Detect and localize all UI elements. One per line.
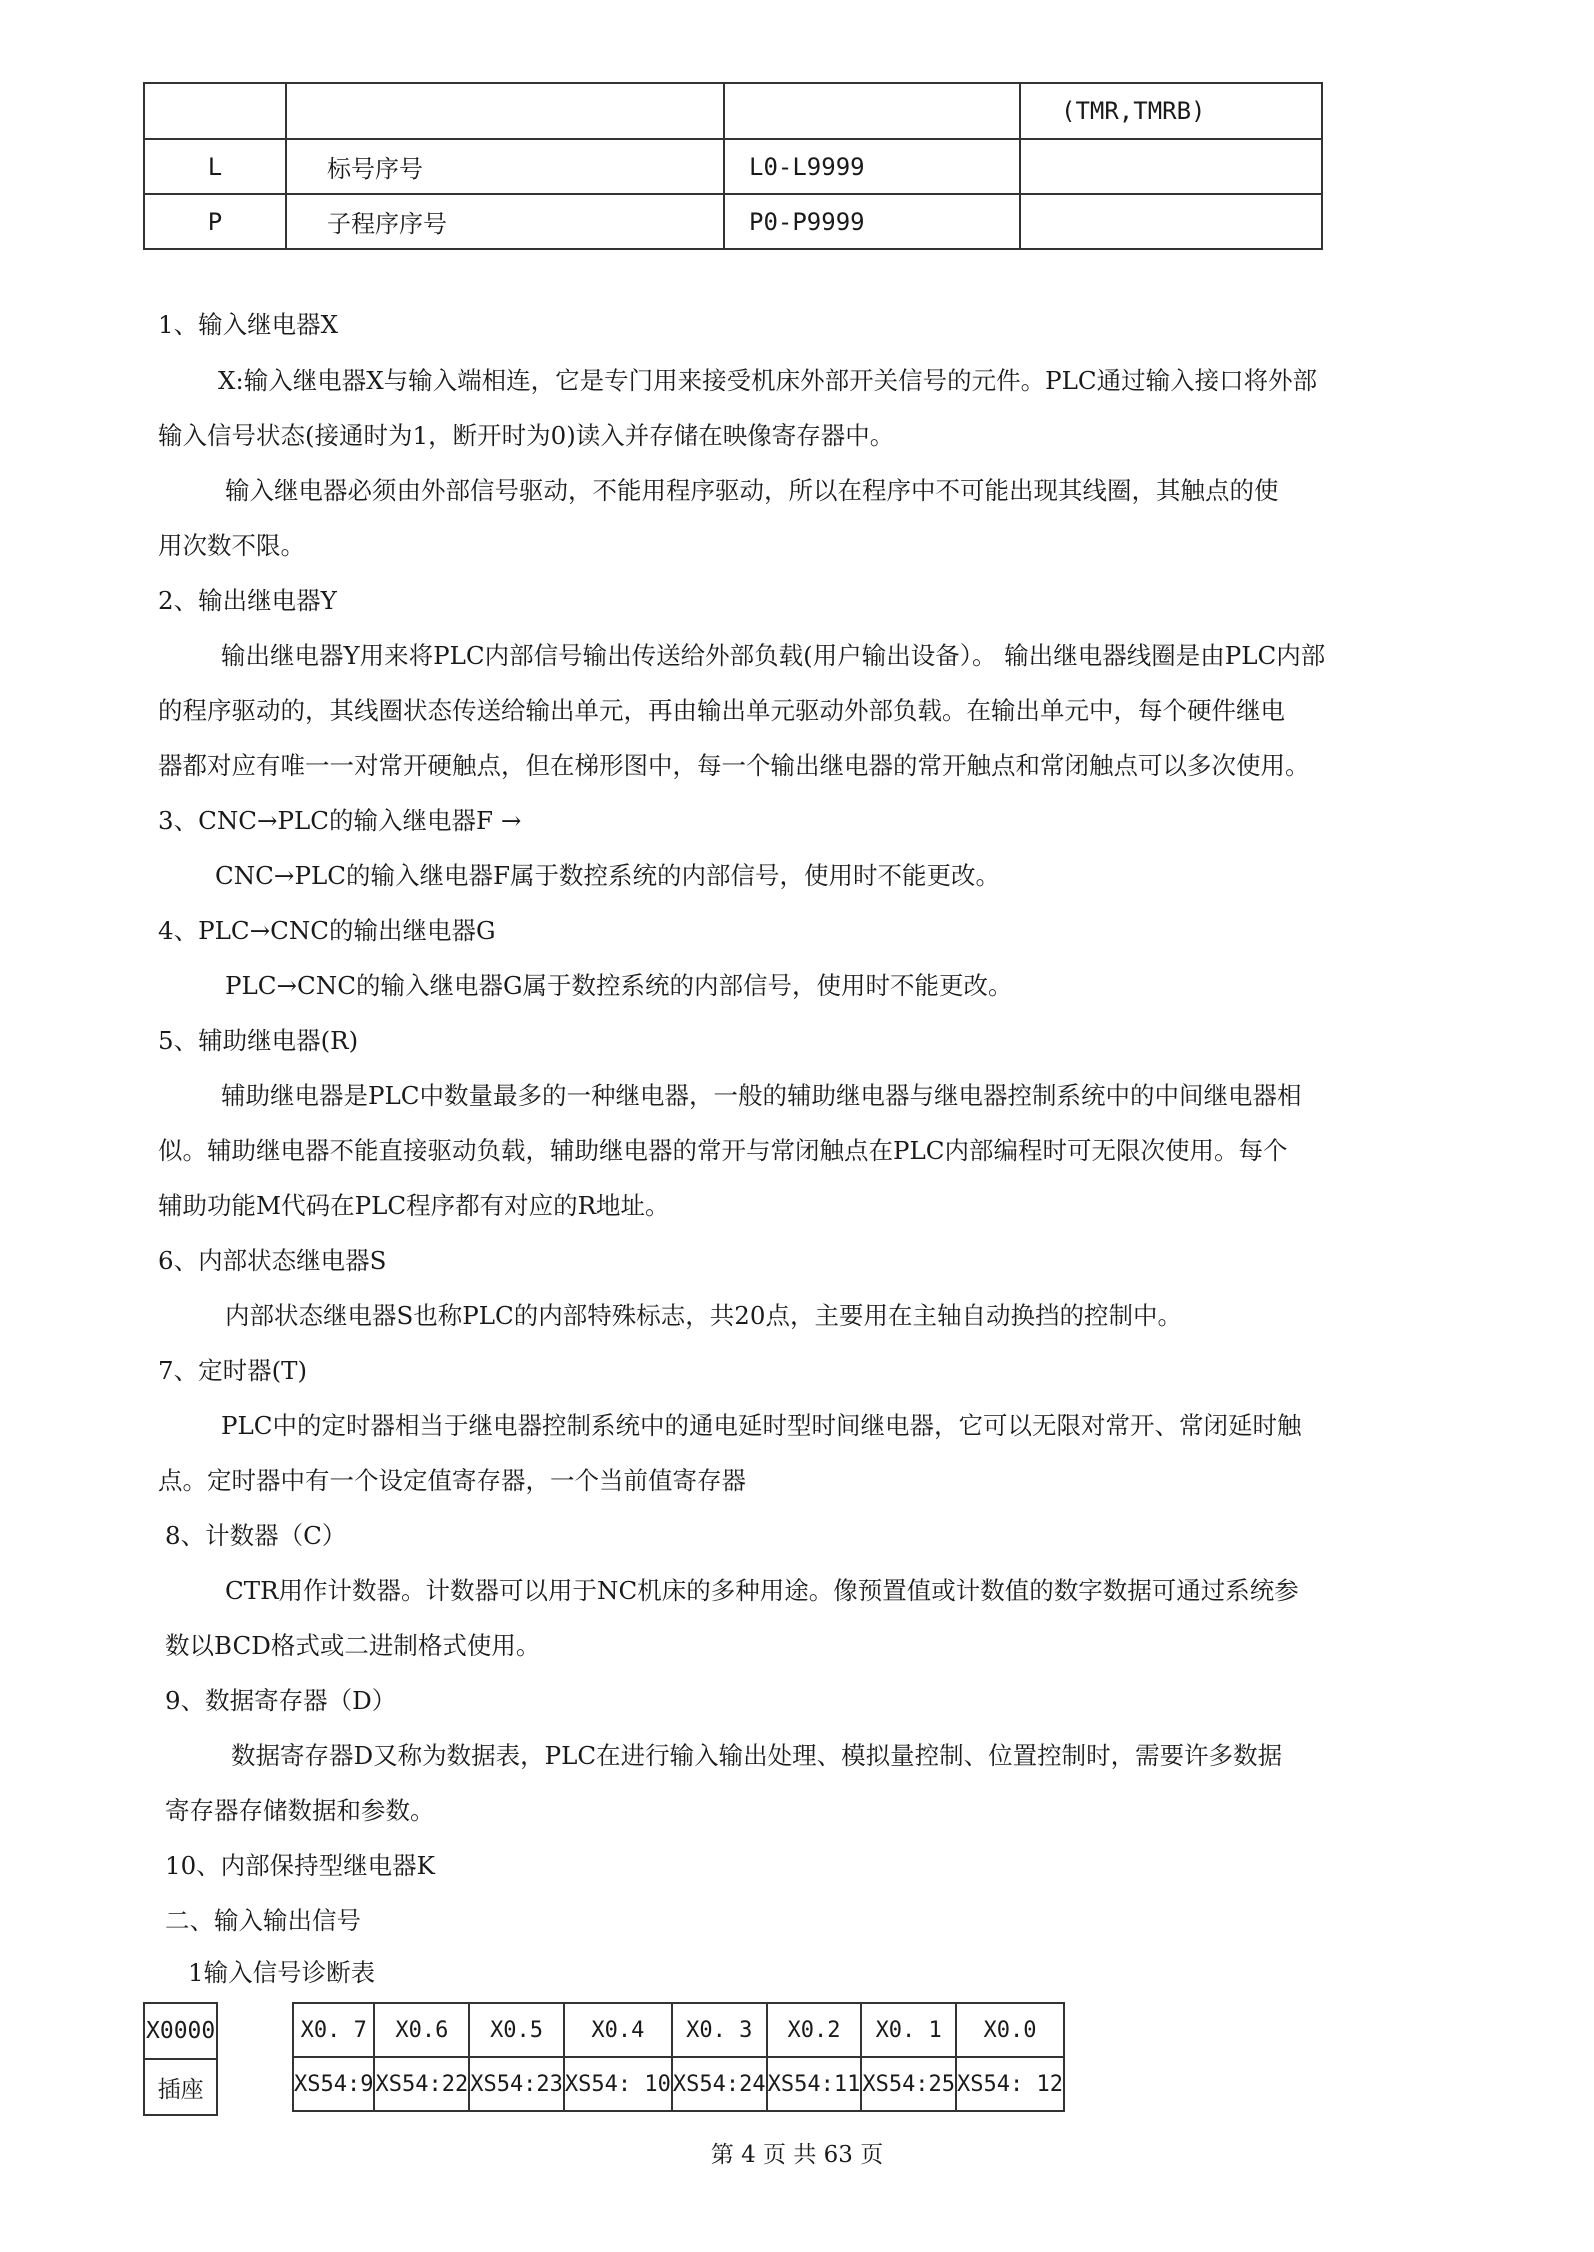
address-label-cell: X0000 (144, 2003, 217, 2059)
socket-cell: XS54: 10 (564, 2057, 672, 2111)
paragraph-line: PLC→CNC的输入继电器G属于数控系统的内部信号，使用时不能更改。 (225, 971, 1013, 1000)
section-heading: 10、内部保持型继电器K (165, 1851, 435, 1880)
table-cell: 标号序号 (286, 139, 724, 194)
bit-cell: X0. 1 (861, 2003, 956, 2057)
bit-row (293, 2003, 1064, 2057)
paragraph-line: 数以BCD格式或二进制格式使用。 (165, 1631, 541, 1660)
socket-cell: XS54:9 (293, 2057, 374, 2111)
table-row (144, 139, 1322, 194)
bit-cell: X0.2 (767, 2003, 862, 2057)
table-caption: 1输入信号诊断表 (188, 1958, 376, 1987)
socket-cell: XS54:11 (767, 2057, 862, 2111)
paragraph-line: 似。辅助继电器不能直接驱动负载，辅助继电器的常开与常闭触点在PLC内部编程时可无限次使用。每个 (158, 1136, 1288, 1165)
table-cell: L (144, 139, 286, 194)
table-cell: P (144, 194, 286, 249)
table-cell: P0-P9999 (724, 194, 1020, 249)
section-heading: 6、内部状态继电器S (158, 1246, 387, 1275)
bit-cell: X0.5 (469, 2003, 564, 2057)
table-row (144, 83, 1322, 139)
socket-cell: XS54:23 (469, 2057, 564, 2111)
section-heading: 4、PLC→CNC的输出继电器G (158, 916, 496, 945)
bit-cell: X0.4 (564, 2003, 672, 2057)
table-cell (1020, 139, 1322, 194)
section-heading: 5、辅助继电器(R) (158, 1026, 359, 1055)
diag-value-grid (292, 2002, 1065, 2112)
paragraph-line: 输入继电器必须由外部信号驱动，不能用程序驱动，所以在程序中不可能出现其线圈，其触点的使 (225, 476, 1279, 505)
section-heading: 2、输出继电器Y (158, 586, 337, 615)
table-row (144, 2059, 217, 2115)
paragraph-line: 寄存器存储数据和参数。 (165, 1796, 435, 1825)
paragraph-line: 数据寄存器D又称为数据表，PLC在进行输入输出处理、模拟量控制、位置控制时，需要许多数据 (231, 1741, 1283, 1770)
table-cell (1020, 194, 1322, 249)
diag-label-column (143, 2002, 218, 2116)
table-cell: (TMR,TMRB) (1020, 83, 1322, 139)
section-heading: 7、定时器(T) (158, 1356, 308, 1385)
paragraph-line: 器都对应有唯一一对常开硬触点，但在梯形图中，每一个输出继电器的常开触点和常闭触点可以多次使用。 (158, 751, 1310, 780)
paragraph-line: CNC→PLC的输入继电器F属于数控系统的内部信号，使用时不能更改。 (215, 861, 1000, 890)
paragraph-line: 辅助继电器是PLC中数量最多的一种继电器，一般的辅助继电器与继电器控制系统中的中间继电器相 (221, 1081, 1302, 1110)
paragraph-line: 点。定时器中有一个设定值寄存器，一个当前值寄存器 (158, 1466, 746, 1495)
section-heading: 1、输入继电器X (158, 310, 339, 339)
socket-cell: XS54:22 (374, 2057, 469, 2111)
paragraph-line: X:输入继电器X与输入端相连，它是专门用来接受机床外部开关信号的元件。PLC通过输入接口将外部 (218, 366, 1318, 395)
bit-cell: X0. 3 (672, 2003, 767, 2057)
table-cell (286, 83, 724, 139)
bit-cell: X0. 7 (293, 2003, 374, 2057)
socket-cell: XS54:25 (861, 2057, 956, 2111)
bit-cell: X0.0 (956, 2003, 1064, 2057)
element-address-table (143, 82, 1323, 250)
section-heading: 二、输入输出信号 (165, 1906, 361, 1935)
socket-row (293, 2057, 1064, 2111)
paragraph-line: PLC中的定时器相当于继电器控制系统中的通电延时型时间继电器，它可以无限对常开、常闭延时触 (221, 1411, 1302, 1440)
table-cell: L0-L9999 (724, 139, 1020, 194)
socket-cell: XS54:24 (672, 2057, 767, 2111)
paragraph-line: CTR用作计数器。计数器可以用于NC机床的多种用途。像预置值或计数值的数字数据可通过系统参 (225, 1576, 1299, 1605)
paragraph-line: 输入信号状态(接通时为1，断开时为0)读入并存储在映像寄存器中。 (158, 421, 895, 450)
table-cell (144, 83, 286, 139)
section-heading: 8、计数器（C） (165, 1521, 347, 1550)
paragraph-line: 内部状态继电器S也称PLC的内部特殊标志，共20点，主要用在主轴自动换挡的控制中。 (225, 1301, 1182, 1330)
paragraph-line: 用次数不限。 (158, 531, 305, 560)
bit-cell: X0.6 (374, 2003, 469, 2057)
socket-cell: XS54: 12 (956, 2057, 1064, 2111)
page-footer: 第 4 页 共 63 页 (710, 2142, 884, 2168)
table-cell: 子程序序号 (286, 194, 724, 249)
table-row (144, 194, 1322, 249)
paragraph-line: 的程序驱动的，其线圈状态传送给输出单元，再由输出单元驱动外部负载。在输出单元中，每个硬件继电 (158, 696, 1285, 725)
table-cell (724, 83, 1020, 139)
paragraph-line: 输出继电器Y用来将PLC内部信号输出传送给外部负载(用户输出设备）。 输出继电器线圈是由PLC内部 (221, 641, 1326, 670)
paragraph-line: 辅助功能M代码在PLC程序都有对应的R地址。 (158, 1191, 670, 1220)
section-heading: 3、CNC→PLC的输入继电器F → (158, 806, 522, 835)
section-heading: 9、数据寄存器（D） (165, 1686, 397, 1715)
socket-label-cell: 插座 (144, 2059, 217, 2115)
table-row (144, 2003, 217, 2059)
